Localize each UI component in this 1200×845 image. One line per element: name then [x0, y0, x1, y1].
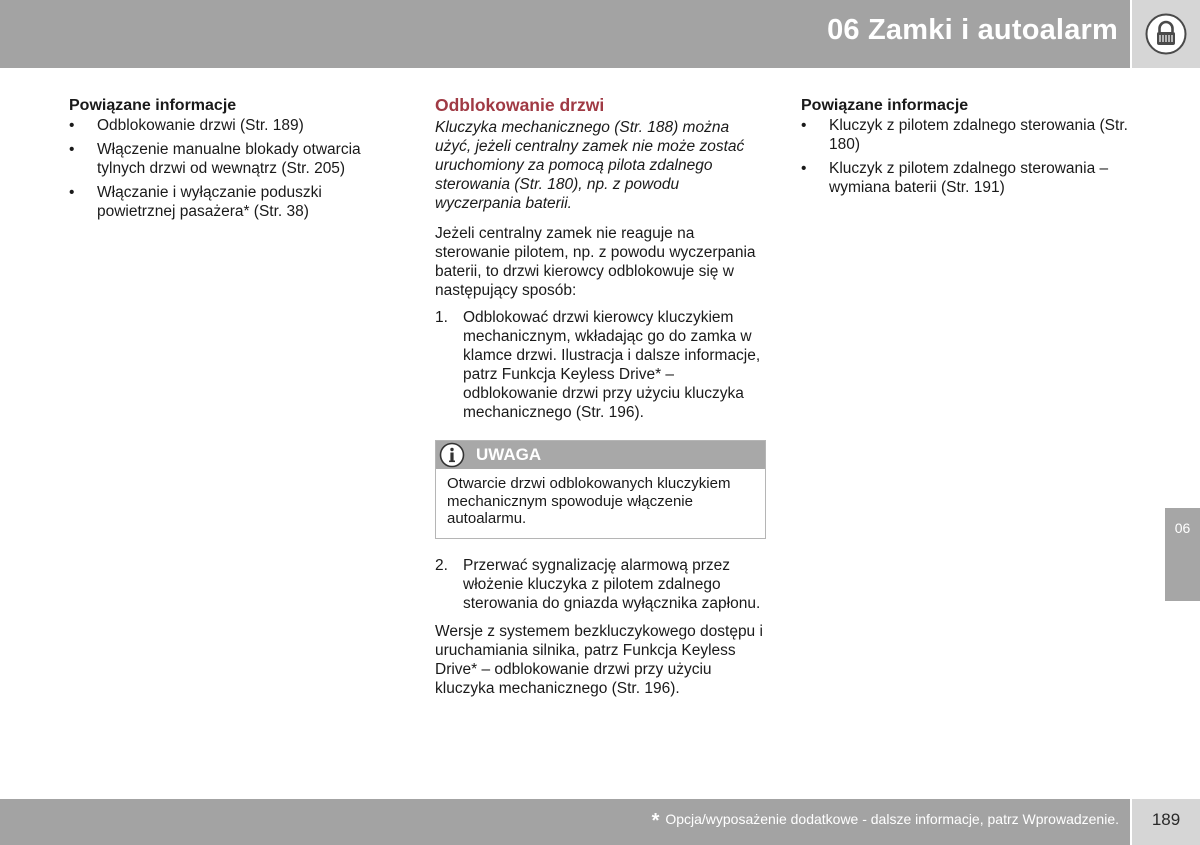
step-2	[435, 556, 767, 613]
list-item[interactable]	[801, 116, 1131, 154]
bullet-icon: •	[69, 141, 75, 158]
related-link[interactable]: Odblokowanie drzwi (Str. 189)	[97, 117, 304, 134]
list-item[interactable]	[69, 116, 389, 135]
related-link[interactable]: Włączanie i wyłączanie poduszki powietrznej pasażera* (Str. 38)	[97, 184, 322, 220]
related-link[interactable]: Włączenie manualne blokady otwarcia tylnych drzwi od wewnątrz (Str. 205)	[97, 141, 361, 177]
related-info-heading: Powiązane informacje	[801, 97, 969, 114]
step-text: Odblokować drzwi kierowcy kluczykiem mechanicznym, wkładając go do zamka w klamce drzwi. Ilustracja i dalsze informacje, patrz Funkcja Keyless Drive* – odblokowanie drzwi przy użyciu kluczyka mechanicznego (Str. 196).	[463, 309, 761, 421]
body-paragraph: Jeżeli centralny zamek nie reaguje na sterowanie pilotem, np. z powodu wyczerpania baterii, to drzwi kierowcy odblokowuje się w następujący sposób:	[435, 225, 756, 299]
chapter-icon-box	[1132, 0, 1200, 68]
note-header	[436, 441, 765, 469]
section-title: Odblokowanie drzwi	[435, 95, 605, 115]
chapter-tab-label: 06	[1174, 520, 1191, 536]
related-info-heading: Powiązane informacje	[69, 97, 237, 114]
section-intro: Kluczyka mechanicznego (Str. 188) można użyć, jeżeli centralny zamek nie może zostać uruchomiony za pomocą pilota zdalnego sterowania (Str. 180), np. z powodu wyczerpania baterii.	[435, 119, 745, 212]
step-number: 1.	[435, 309, 448, 326]
list-item[interactable]	[69, 183, 389, 221]
chapter-header	[0, 0, 1130, 68]
info-icon	[439, 442, 465, 468]
middle-column	[435, 96, 767, 698]
footnote-text: Opcja/wyposażenie dodatkowe - dalsze informacje, patrz Wprowadzenie.	[665, 811, 1119, 827]
bullet-icon: •	[69, 184, 75, 201]
chapter-title: 06 Zamki i autoalarm	[827, 14, 1118, 46]
note-text: Otwarcie drzwi odblokowanych kluczykiem mechanicznym spowoduje włączenie autoalarmu.	[447, 475, 731, 527]
footnote	[652, 809, 1119, 831]
step-text: Przerwać sygnalizację alarmową przez włożenie kluczyka z pilotem zdalnego sterowania do gniazda wyłącznika zapłonu.	[463, 556, 761, 612]
chapter-tab[interactable]	[1165, 508, 1200, 601]
footnote-star: *	[651, 810, 660, 832]
related-info-list	[801, 116, 1131, 197]
bullet-icon: •	[801, 117, 807, 134]
step-number: 2.	[435, 556, 448, 574]
lock-icon	[1145, 13, 1187, 55]
left-column	[69, 96, 389, 226]
list-item[interactable]	[801, 159, 1131, 197]
right-column	[801, 96, 1131, 202]
note-label: UWAGA	[476, 445, 542, 464]
related-link[interactable]: Kluczyk z pilotem zdalnego sterowania – wymiana baterii (Str. 191)	[829, 160, 1109, 196]
page-number: 189	[1151, 810, 1181, 829]
note-box	[435, 440, 766, 539]
related-link[interactable]: Kluczyk z pilotem zdalnego sterowania (Str. 180)	[829, 117, 1128, 153]
list-item[interactable]	[69, 140, 389, 178]
body-paragraph: Wersje z systemem bezkluczykowego dostępu i uruchamiania silnika, patrz Funkcja Keyless Drive* – odblokowanie drzwi przy użyciu kluczyka mechanicznego (Str. 196).	[435, 622, 763, 697]
page-footer	[0, 799, 1130, 845]
page-number-box	[1132, 799, 1200, 845]
bullet-icon: •	[69, 117, 75, 134]
step-1	[435, 308, 767, 422]
bullet-icon: •	[801, 160, 807, 177]
related-info-list	[69, 116, 389, 221]
